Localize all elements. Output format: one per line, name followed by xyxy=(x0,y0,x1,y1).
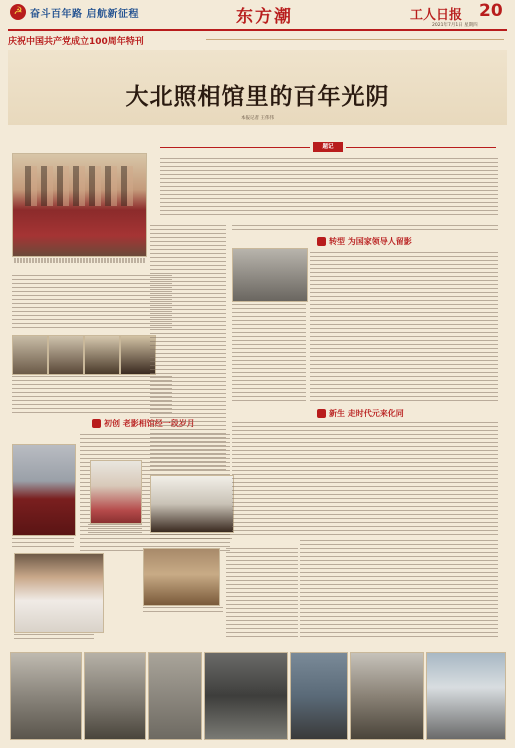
section-2-icon xyxy=(317,237,326,246)
center-column-text xyxy=(150,225,226,470)
section-2-header xyxy=(317,236,412,247)
studio-hall-photo xyxy=(143,548,220,606)
section-3-icon xyxy=(317,409,326,418)
opera-photo-caption xyxy=(88,524,142,534)
studio-hall-caption xyxy=(143,607,223,615)
group-photo-caption xyxy=(14,258,146,263)
wedding-photo xyxy=(14,553,104,633)
bottom-photo-6 xyxy=(350,652,424,740)
section-1-photo-caption xyxy=(12,538,74,548)
middle-column-text xyxy=(226,548,298,640)
slogan: 奋斗百年路 启航新征程 xyxy=(30,9,139,20)
bottom-photo-2 xyxy=(84,652,146,740)
group-photo xyxy=(12,153,147,257)
section-2-text xyxy=(310,252,498,404)
bottom-photo-strip xyxy=(8,652,507,742)
left-column-text-1 xyxy=(12,275,172,330)
date-line: 2021年7月1日 星期四 xyxy=(432,23,478,28)
section-3-header xyxy=(317,408,404,419)
article-title: 大北照相馆里的百年光阴 xyxy=(125,83,390,110)
right-column-text-1 xyxy=(232,225,498,233)
epigraph-text xyxy=(160,158,498,218)
portrait-photo-2 xyxy=(48,335,84,375)
section-3-text-b xyxy=(300,540,498,640)
section-2-photo xyxy=(232,248,308,302)
byline: 本报记者 王伟伟 xyxy=(241,116,274,121)
section-3-title: 新生 走时代元来化同 xyxy=(329,409,404,418)
group-photo-figures xyxy=(25,166,133,206)
bottom-photo-4 xyxy=(204,652,288,740)
epigraph-rule xyxy=(160,147,310,148)
banner-rule xyxy=(206,39,504,40)
bottom-photo-1 xyxy=(10,652,82,740)
left-column-text-2 xyxy=(12,392,172,414)
page-number: 20 xyxy=(479,1,503,21)
paper-name: 工人日报 xyxy=(410,8,463,23)
section-2-text-b xyxy=(232,304,306,404)
anniversary-banner xyxy=(8,34,507,46)
party-emblem-icon: ☭ xyxy=(10,4,26,20)
section-2-title: 转型 为国家领导人留影 xyxy=(329,237,412,246)
masthead-rule xyxy=(8,29,507,31)
section-1-title: 初创 老影相馆经一段岁月 xyxy=(104,419,195,428)
section-1-photo xyxy=(12,444,76,536)
bottom-photo-7 xyxy=(426,652,506,740)
portrait-photo-3 xyxy=(84,335,120,375)
bottom-photo-5 xyxy=(290,652,348,740)
section-3-text xyxy=(232,422,498,537)
portrait-captions xyxy=(12,376,172,390)
column-name: 东方潮 xyxy=(236,7,293,27)
portrait-photo-1 xyxy=(12,335,48,375)
banner-label: 庆祝中国共产党成立100周年特刊 xyxy=(8,37,144,47)
section-1-icon xyxy=(92,419,101,428)
epigraph-tag-label: 题记 xyxy=(322,144,334,150)
bottom-photo-3 xyxy=(148,652,202,740)
epigraph-rule-right xyxy=(346,147,496,148)
portrait-pair-photo xyxy=(150,475,234,533)
opera-photo xyxy=(90,460,142,524)
wedding-photo-caption xyxy=(14,634,94,642)
portrait-pair-caption xyxy=(150,534,232,542)
